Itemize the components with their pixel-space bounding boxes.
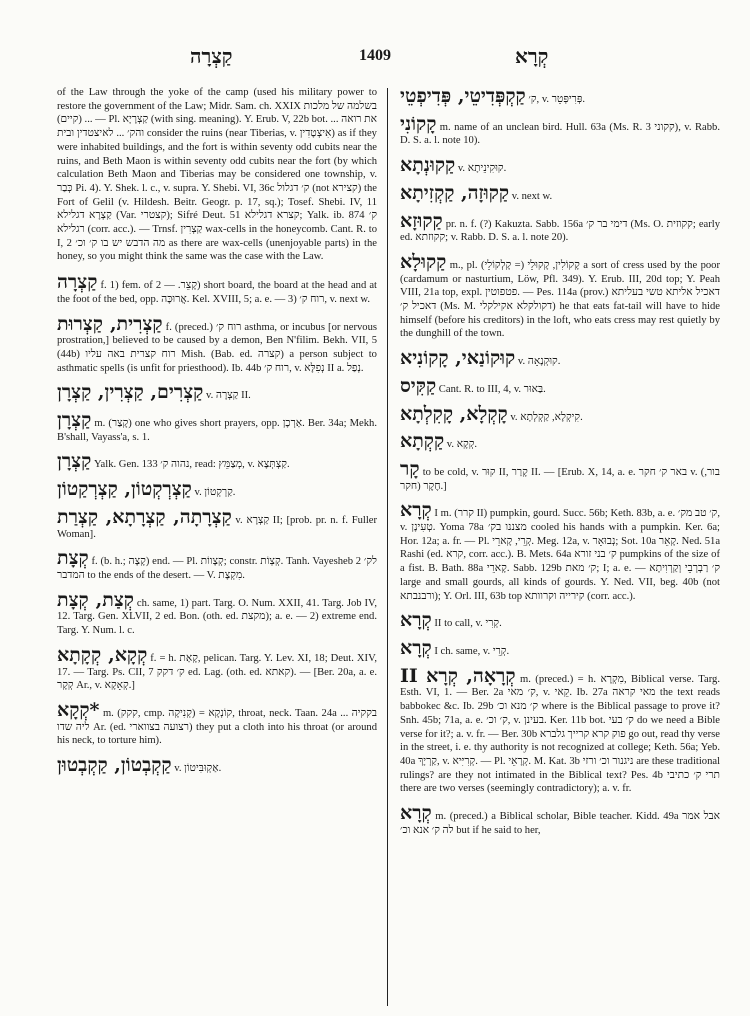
dictionary-entry — [400, 183, 720, 204]
entry-headword: קַקִּיס — [400, 374, 437, 397]
entry-headword: קַקוּנְתָא — [400, 154, 456, 177]
entry-text: m. (preced.) a Biblical scholar, Bible teacher. Kidd. 49a אבל אמר לה ק׳ אנא וכ׳ but if he said to her, — [400, 811, 720, 836]
column-divider — [387, 88, 388, 1006]
dictionary-entry — [57, 548, 377, 582]
entry-headword: קוּקוֹנַאי, קָקוֹנִיא — [400, 347, 516, 370]
entry-text: m. (preced.) = h. מִקְרָא, Biblical verse. Targ. Esth. VI, 1. — Ber. 2a ק׳ מאי, v. קֵאי. Ib. 27a מאי קראה the text reads babbokec &c. Ib. 29b ק׳ מנא וכ׳ where is the Biblical passage to prove it? Snh. 45b; 71a, a. e. ק׳ וכ׳, v. בעינן. Ker. 11b bot. ק׳ בעי do we need a Bible verse for it?; a. v. fr. — Ber. 30b פוק קרא קרייך גלברא go out, read thy verse in the street, i. e. thy authority is not recognized at college; Keth. 56a; Yeb. 40a קַרְיָךְ, v. קְרִיִּיא. — Pl. קְרָאֵי. M. Kat. 3b ניגנור וכ׳ ורזי are these traditional rulings? are they not intimated in the Biblical text? Pes. 4b תרי ק׳ כתיבי there are two verses (seemingly contradictory); a. v. fr. — [400, 673, 720, 795]
entry-text: m., pl. קָקוֹלִין, קָקוּלֵי (= קָלְקוֹלֵי) a sort of cress used by the poor (cardamum or nasturtium, Löw, Pfl. 349). Y. Erub. III, 20d top; Y. Peah VIII, 21a top, expl. פטפוטין. — Pes. 114a (prov.) דאכיל אליתא טשי בעליתא דאכיל ק׳ (Ms. M. דקולקלא אקילקלי) he that eats fat-tail will have to hide himself (before his creditors) in the loft, who eats cress may rest quietly by the dunghill of the town. — [400, 259, 720, 340]
entry-text: Yalk. Gen. 133 נהוה ק׳, read: מְצַמֵּץ, v. קַצְתְּצָא. — [93, 459, 290, 471]
entry-headword: קְרָאָה, קְרָא II — [400, 664, 516, 687]
dictionary-entry — [400, 376, 720, 397]
entry-headword: קַקְתָא — [400, 430, 445, 453]
entry-text: of the Law through the yoke of the camp (used his military power to restore the government of the Law; Midr. Sam. ch. XXIX בשלמה של מלכות ... (קיים) — Pl. קַצְרָיָא (with sing. meaning). Y. Erub. V, 22b bot. את רואה ... והק׳ ... לאיצטדין ובית consider the ruins (near Tiberias, v. אִיצְטָדִין) as if they were inhabited buildings, and the fort is within seventy odd cubits near the ruins, and Beth Maon is within seventy odd cubits near the fort (by which calculation Beth Maon and Tiberias may be considered one township, v. כְּבַר Pi. 4). Y. Shek. l. c., v. supra. Y. Shebi. VI, 36c ק׳ דגלול (not קצירא) the Fort of Gelil (v. Hildesh. Beitr. Geogr. p. 17, sq.); Tosef. Shebi. IV, 11 קַצְרָא דגלילא (Var. קצטרי); Sifré Deut. 51 קצרא דגלילא; Yalk. ib. 874 ק׳ רגלילא (corr. acc.). — Trnsf. קַצְרִין wax-cells in the honeycomb. Cant. R. to I, 2 מה הדבש יש בו ק׳ וכ׳ as there are wax-cells (unenjoyable parts) in the honey, so you might think the same was the case with the Law. — [57, 87, 377, 263]
dictionary-entry — [57, 507, 377, 541]
entry-headword: קַצְרִית, קַצְרוּת — [57, 312, 163, 335]
entry-headword: קַקְפְּדִיטֵי, פְּדִיפְטֵי — [400, 86, 526, 107]
entry-headword: קְרָא — [400, 609, 432, 632]
dictionary-entry — [57, 86, 377, 264]
entry-headword: קַקוּלָא — [400, 250, 447, 273]
dictionary-entry — [57, 410, 377, 444]
dictionary-entry — [400, 155, 720, 176]
entry-text: ch. same, 1) part. Targ. O. Num. XXII, 41. Targ. Job IV, 12. Targ. Gen. XLVII, 2 ed. Bon. (oth. ed. מקצת); a. e. — 2) extreme end. Targ. Y. Num. l. c. — [57, 597, 377, 637]
entry-headword: קַצְרִים, קַצְרִין, קַצְרָן — [57, 381, 204, 404]
dictionary-entry — [400, 610, 720, 631]
entry-headword: קָקוֹנִי — [400, 112, 437, 135]
entry-text: m. name of an unclean bird. Hull. 63a (Ms. R. 3 קקוני), v. Rabb. D. S. a. l. note 10). — [400, 121, 720, 147]
entry-headword: קְצַת, קְצָת — [57, 588, 134, 611]
entry-headword: קַצְרְקְטוֹן, קַצְרְקַטוֹן — [57, 478, 192, 501]
entry-text: pr. n. f. (?) Kakuzta. Sabb. 156a דימי בר ק׳ (Ms. O. קקוזית; early ed. קקוזתא; v. Rabb. D. S. a. l. note 20). — [400, 218, 720, 244]
entry-text: to be cold, v. קוּר II, קָרַר II. — [Erub. X, 14, a. e. באר ק׳ חקר v. (בור, חקר) חֶקֶר.] — [400, 466, 720, 492]
dictionary-entry — [57, 700, 377, 748]
right-column — [400, 86, 720, 1006]
entry-headword: קַקוּזָא — [400, 209, 443, 232]
page-number: 1409 — [359, 47, 391, 64]
entry-text: v. קְקָא. — [446, 439, 478, 451]
entry-headword: קָר — [400, 457, 420, 480]
entry-headword: קַצְרָן — [57, 450, 92, 473]
entry-headword: קַקוּזָה, קַקְזִיתָא — [400, 181, 510, 204]
dictionary-entry — [57, 755, 377, 776]
entry-text: v. קִיקְלָא, קַקְלְתָא. — [510, 411, 583, 423]
dictionary-entry — [400, 404, 720, 425]
entry-headword: *קְקָא — [57, 698, 100, 721]
dictionary-entry — [400, 211, 720, 245]
dictionary-entry — [57, 590, 377, 638]
entry-text: v. אַקְוּבִּיטוֹן. — [174, 763, 222, 775]
dictionary-entry — [57, 314, 377, 376]
entry-headword: קַקְבְטוֹן, קַקְבְטוּן — [57, 754, 172, 777]
entry-headword: קַצְרָה — [57, 271, 98, 294]
entry-headword: קְרָא — [400, 636, 432, 659]
entry-headword: קַצְרָתָה, קַצְרָתָא, קַצְרַת — [57, 505, 232, 528]
dictionary-entry — [400, 803, 720, 837]
dictionary-entry — [400, 348, 720, 369]
page-header — [0, 44, 750, 74]
entry-headword: קְרָא — [400, 802, 432, 825]
dictionary-entry — [400, 500, 720, 603]
dictionary-entry — [400, 86, 720, 107]
entry-text: f. (b. h.; קָצָה) end. — Pl. קְצָווֹת; constr. קְצְוֹת. Tanh. Vayesheb 2 לק׳ המדבר to the ends of the desert. — V. מִקְצָת. — [57, 556, 377, 581]
entry-text: f. = h. קָאַת, pelican. Targ. Y. Lev. XI, 18; Deut. XIV, 17. — Targ. Ps. CII, 7 ק׳ דקק ed. Lag. (oth. ed. קאתא). — [Ber. 20a, a. e. קְקָר Ar., v. קְאָקָא.] — [57, 652, 377, 692]
dictionary-entry — [400, 252, 720, 341]
entry-headword: קְקָא, קְקָתָא — [57, 643, 148, 666]
dictionary-entry — [400, 459, 720, 493]
dictionary-entry — [57, 382, 377, 403]
entry-text: m. (קָצַר) one who gives short prayers, opp. אַרְכָן. Ber. 34a; Mekh. B'shall, Vayass'a, s. 1. — [57, 418, 377, 443]
entry-text: Cant. R. to III, 4, v. בַּאוּר. — [438, 383, 546, 395]
dictionary-entry — [57, 645, 377, 693]
entry-text: v. קַצְרָה II. — [206, 390, 251, 402]
entry-text: f. (preced.) רוח ק׳ asthma, or incubus [or nervous prostration,] believed to be caused by a demon, Ben N'filim. Bekh. VII, 5 (44b) רוח קצרית באה עליו Mish. (Bab. ed. קצרה) a person subject to asthmatic spells (is unfit for priesthood). Ib. 44b רוח ק׳, v. נְפִלָּא II a. נְפַל. — [57, 321, 377, 374]
dictionary-entry — [57, 451, 377, 472]
dictionary-entry — [57, 479, 377, 500]
running-head-right: קְרָא — [515, 44, 549, 68]
dictionary-entry — [400, 114, 720, 148]
entry-headword: קְרָא — [400, 499, 432, 522]
entry-text: m. (קקק, cmp. קְנִיקָה) = קוֹנְקָא, throat, neck. Taan. 24a בקקיה ... ליה שדו Ar. (ed. רצועה בצווארי) they put a cloth into his throat (or around his neck, to torture him). — [57, 707, 377, 747]
entry-text: v. קוּקְנָאָה. — [517, 356, 561, 368]
dictionary-entry — [57, 272, 377, 306]
entry-text: I ch. same, v. קְרֵי. — [434, 645, 510, 657]
entry-headword: קְצָת — [57, 547, 89, 570]
entry-text: v. קַצְרָא II; [prob. pr. n. f. Fuller Woman]. — [57, 514, 377, 540]
entry-headword: קָקְלָא, קָקִלְתָא — [400, 402, 508, 425]
entry-text: I m. (קרר II) pumpkin, gourd. Succ. 56b; Keth. 83b, a. e. ק׳ טב מק׳, v. טְעִינָן. Yoma 78a מצננו בק׳ cooled his hands with a pumpkin. Ker. 6a; Hor. 12a; a. fr. — Pl. קְרֵי, קָארֵי. Meg. 12a, v. נְבוּאָר; Sot. 10a קָאֵר. Ned. 51a Rashi (ed. קרא, corr. acc.). B. Mets. 64a ק׳ בני זורא pumpkins of the size of a fist. B. Bath. 88a קָארֵי. Sabb. 129b ק׳ מאת; I; a. e. — ק׳ רַבְרְבֵי וְקַרְוִיתָא large and small gourds, all kinds of gourds. Y. Ned. VII, beg. 40b (not ורבנבתא); Y. Orl. III, 63b top קירייה וקרוותא (corr. acc.). — [400, 508, 720, 602]
entry-headword: קַצְרָן — [57, 409, 92, 432]
dictionary-entry — [400, 431, 720, 452]
dictionary-entry — [400, 666, 720, 796]
entry-text: f. 1) fem. of קָצֵר. — 2) short board, the board at the head and at the foot of the bed, opp. אֲרוּכָּה. Kel. XVIII, 5; a. e. — 3) רוח ק׳, v. next w. — [57, 280, 377, 305]
dictionary-entry — [400, 638, 720, 659]
entry-text: ק׳, v. פְּרִיפְּטֵר. — [528, 94, 586, 105]
running-head-left: קַצְרָה — [190, 44, 233, 68]
entry-text: v. next w. — [511, 190, 553, 202]
entry-text: v. קַרְקְטוֹן. — [194, 487, 236, 499]
left-column — [57, 86, 377, 1006]
entry-text: II to call, v. קְרִי. — [434, 618, 502, 630]
entry-text: v. קוּקִינֵיתָא. — [457, 163, 507, 175]
